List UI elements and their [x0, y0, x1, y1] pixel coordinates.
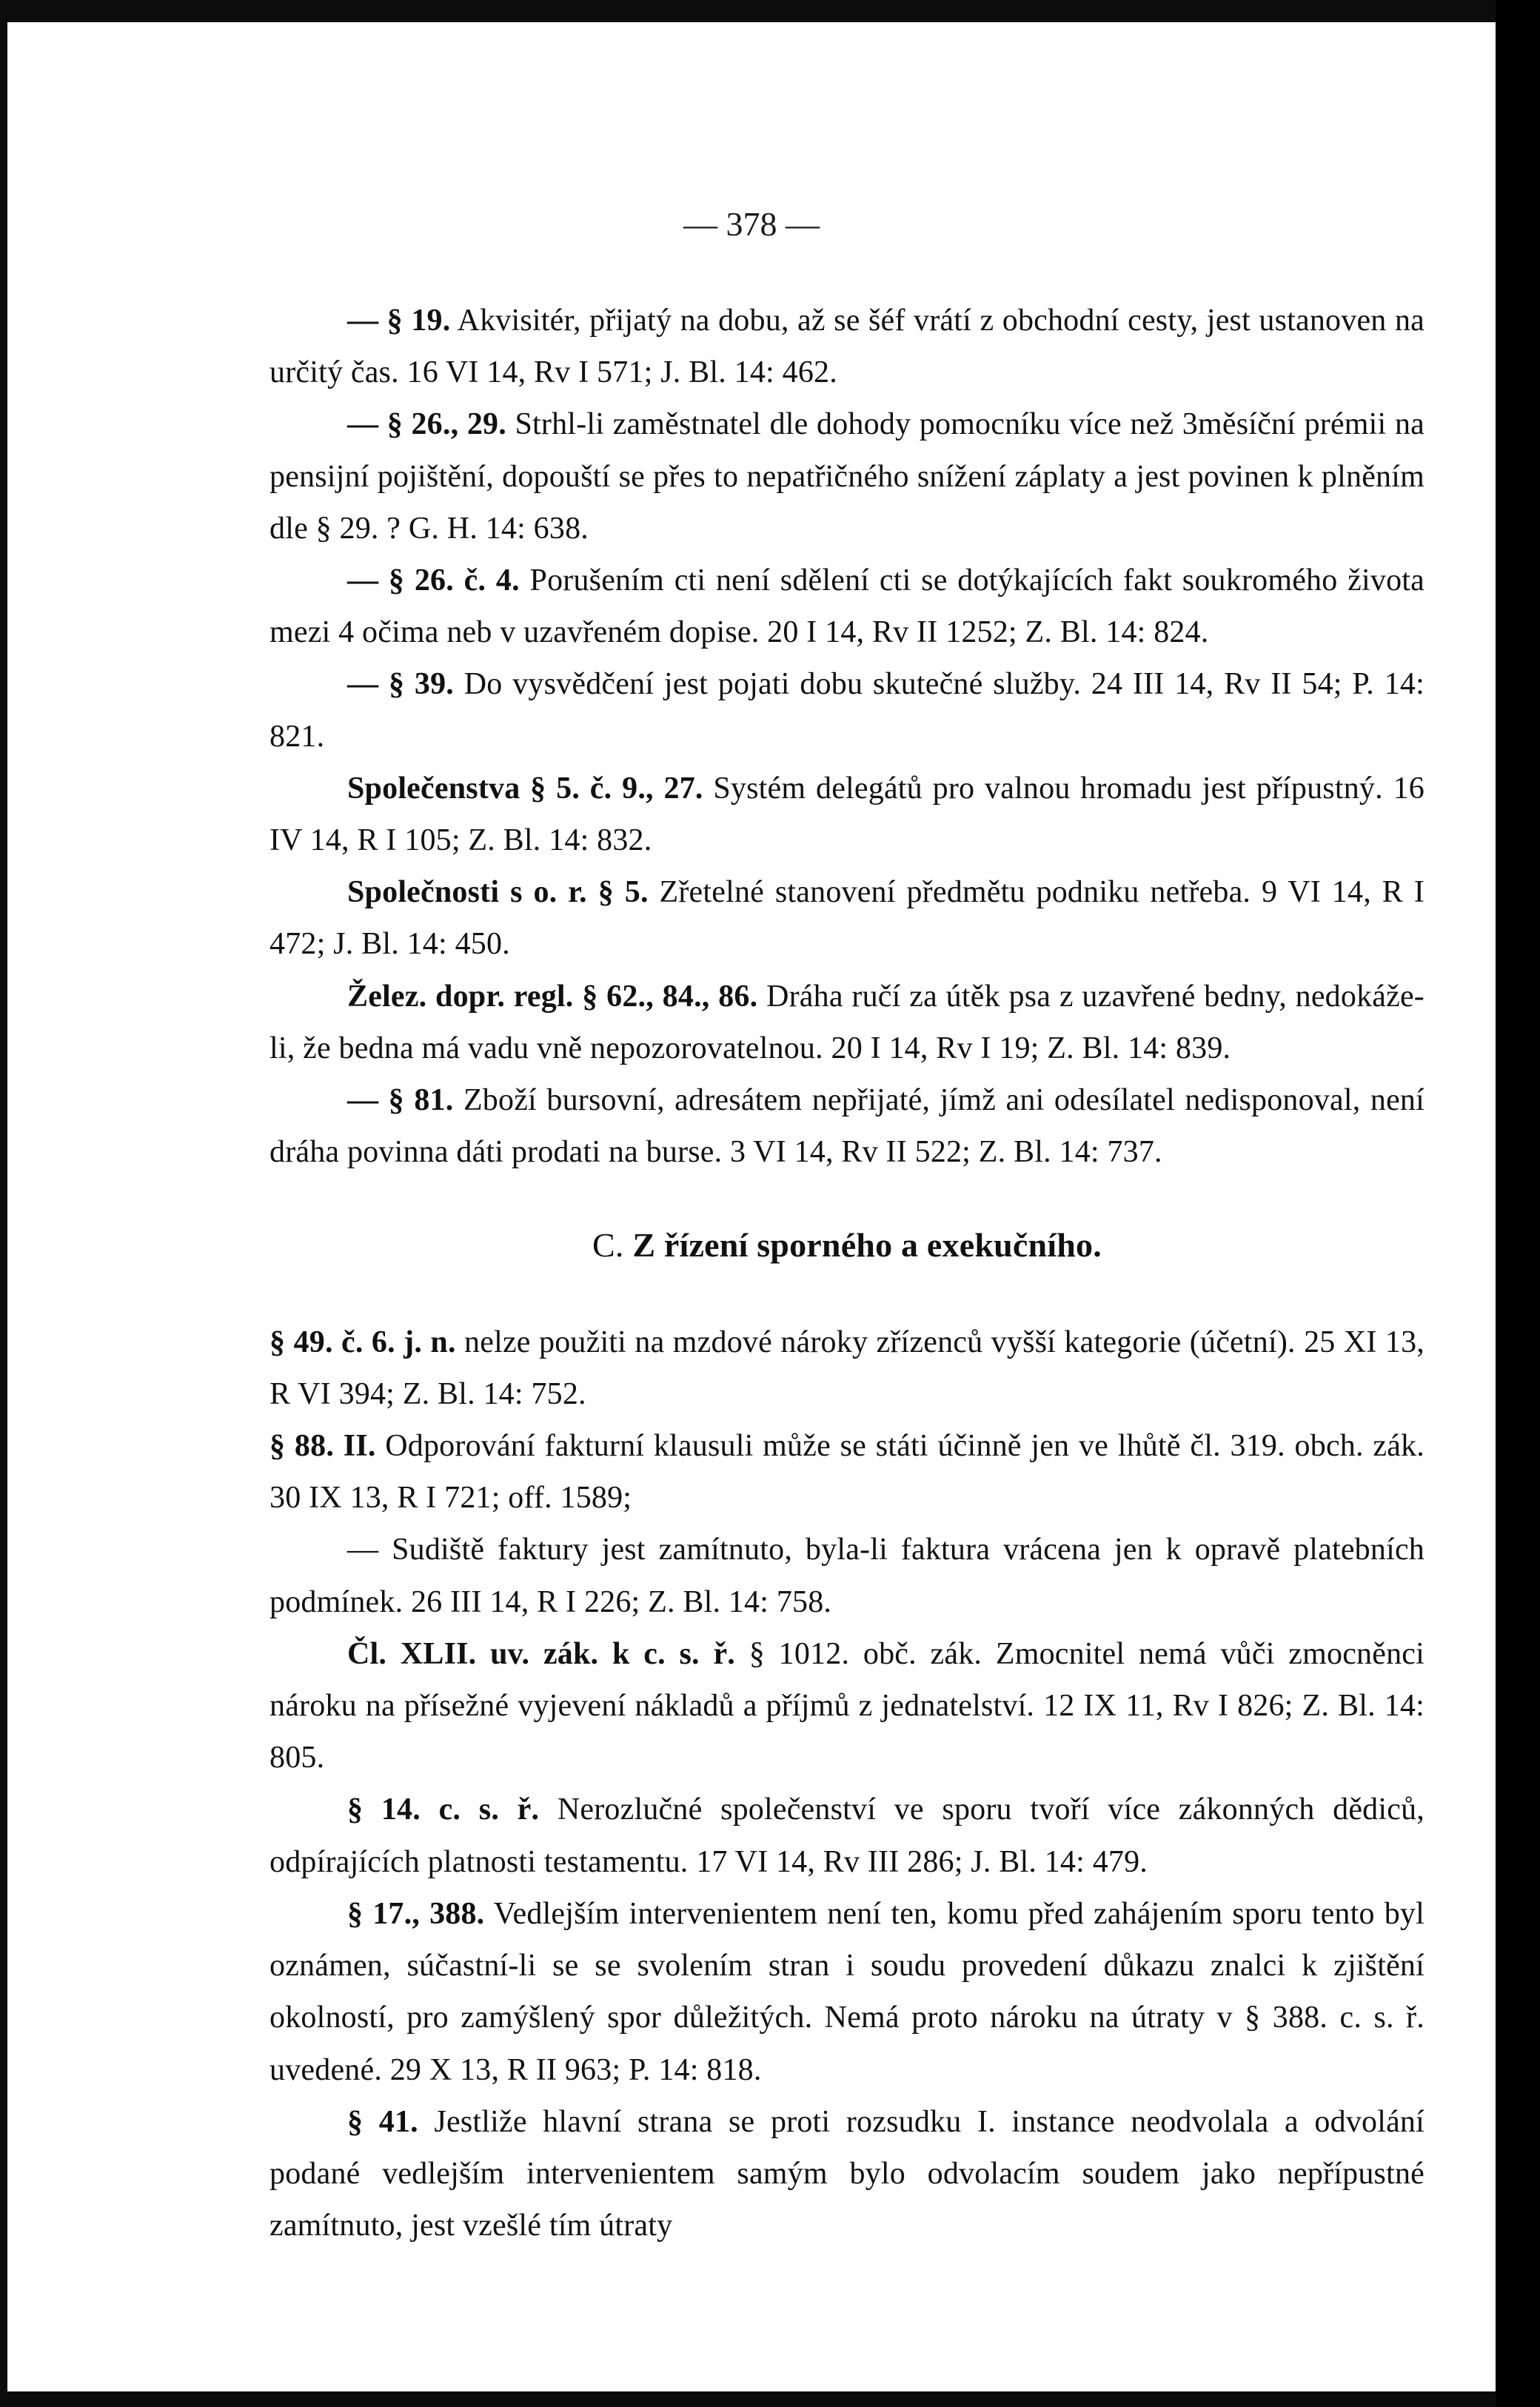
entry-lead: Želez. dopr. regl. § 62., 84., 86. [347, 979, 758, 1014]
entry-lead: Společnosti s o. r. § 5. [347, 875, 649, 910]
entry-text: Strhl-li zaměstnatel dle dohody pomocníku více než 3měsíční prémii na pensijní pojištění, dopouští se přes to nepatřičného snížení záplaty a jest povinen k plněním dle § 29. ? G. H. 14: 638. [270, 407, 1424, 546]
entry-lead: — § 26. č. 4. [347, 563, 520, 598]
entry-text: Zboží bursovní, adresátem nepřijaté, jímž ani odesílatel nedisponoval, není dráha povinna dáti prodati na burse. 3 VI 14, Rv II 522; Z. Bl. 14: 737. [270, 1083, 1424, 1170]
entry-text: § 1012. obč. zák. Zmocnitel nemá vůči zmocněnci nároku na přísežné vyjevení nákladů a příjmů z jednatelství. 12 IX 11, Rv I 826; Z. Bl. 14: 805. [270, 1636, 1424, 1775]
book-page [7, 22, 1496, 2391]
entry-paragraph [270, 1524, 1424, 1627]
entry-text: Akvisitér, přijatý na dobu, až se šéf vrátí z obchodní cesty, jest ustanoven na určitý čas. 16 VI 14, Rv I 571; J. Bl. 14: 462. [270, 304, 1424, 390]
entry-paragraph [270, 1888, 1424, 2096]
entry-text: Jestliže hlavní strana se proti rozsudku I. instance neodvolala a odvolání podané vedlejším intervenientem samým bylo odvolacím soudem jako nepřípustné zamítnuto, jest vzešlé tím útraty [270, 2104, 1425, 2243]
entry-paragraph [270, 555, 1424, 658]
page-number: — 378 — [683, 205, 820, 243]
entry-paragraph [270, 2096, 1424, 2252]
section-heading-title: Z řízení sporného a exekučního. [632, 1226, 1102, 1265]
entry-paragraph [270, 866, 1424, 970]
entry-lead: § 88. II. [270, 1429, 376, 1464]
entry-paragraph [270, 971, 1424, 1074]
entry-text: Dráha ručí za útěk psa z uzavřené bedny, nedokáže-li, že bedna má vadu vně nepozorovatelnou. 20 I 14, Rv I 19; Z. Bl. 14: 839. [270, 979, 1424, 1065]
entry-lead: Společenstva § 5. č. 9., 27. [347, 771, 703, 806]
entry-paragraph [270, 398, 1424, 555]
entry-paragraph [270, 1628, 1424, 1784]
entry-paragraph [270, 658, 1424, 762]
entry-text: Vedlejším intervenientem není ten, komu před zahájením sporu tento byl oznámen, súčastní-li se se svolením stran i soudu provedení důkazu znalci k zjištění okolností, pro zamýšlený spor důležitých. Nemá proto nároku na útraty v § 388. c. s. ř. uvedené. 29 X 13, R II 963; P. 14: 818. [270, 1896, 1424, 2087]
entry-lead: § 14. c. s. ř. [347, 1792, 540, 1827]
entry-lead: § 17., 388. [347, 1896, 485, 1931]
entry-lead: § 49. č. 6. j. n. [270, 1325, 456, 1359]
entry-paragraph [270, 1316, 1424, 1420]
entry-paragraph [270, 1074, 1424, 1178]
entry-paragraph [270, 1420, 1424, 1524]
entry-lead: — § 81. [347, 1083, 454, 1118]
entry-paragraph [270, 1784, 1424, 1887]
section-heading [270, 1219, 1424, 1271]
section-heading-prefix: C. [592, 1226, 624, 1265]
entry-text: Porušením cti není sdělení cti se dotýkajících fakt soukromého života mezi 4 očima neb v uzavřeném dopise. 20 I 14, Rv II 1252; Z. Bl. 14: 824. [270, 563, 1424, 650]
entry-text: Odporování fakturní klausuli může se státi účinně jen ve lhůtě čl. 319. obch. zák. 30 IX 13, R I 721; off. 1589; [270, 1429, 1424, 1516]
page-body [270, 295, 1424, 2252]
entry-paragraph [270, 763, 1424, 866]
entry-text: Zřetelné stanovení předmětu podniku netřeba. 9 VI 14, R I 472; J. Bl. 14: 450. [270, 875, 1424, 962]
entry-lead: Čl. XLII. uv. zák. k c. s. ř. [347, 1636, 736, 1671]
entry-text: nelze použiti na mzdové nároky zřízenců vyšší kategorie (účetní). 25 XI 13, R VI 394; Z. Bl. 14: 752. [270, 1325, 1424, 1411]
entry-paragraph [270, 295, 1424, 398]
entry-text: Systém delegátů pro valnou hromadu jest přípustný. 16 IV 14, R I 105; Z. Bl. 14: 832. [270, 771, 1424, 858]
entry-text: — Sudiště faktury jest zamítnuto, byla-li faktura vrácena jen k opravě platebních podmínek. 26 III 14, R I 226; Z. Bl. 14: 758. [270, 1533, 1424, 1619]
entry-lead: — § 19. [347, 304, 451, 338]
scan-border [1496, 0, 1540, 2407]
entry-lead: § 41. [347, 2104, 418, 2139]
entry-lead: — § 26., 29. [347, 407, 506, 442]
entry-text: Do vysvědčení jest pojati dobu skutečné služby. 24 III 14, Rv II 54; P. 14: 821. [270, 667, 1424, 754]
entry-lead: — § 39. [347, 667, 454, 702]
entry-text: Nerozlučné společenství ve sporu tvoří více zákonných dědiců, odpírajících platnosti testamentu. 17 VI 14, Rv III 286; J. Bl. 14: 479. [270, 1792, 1424, 1879]
